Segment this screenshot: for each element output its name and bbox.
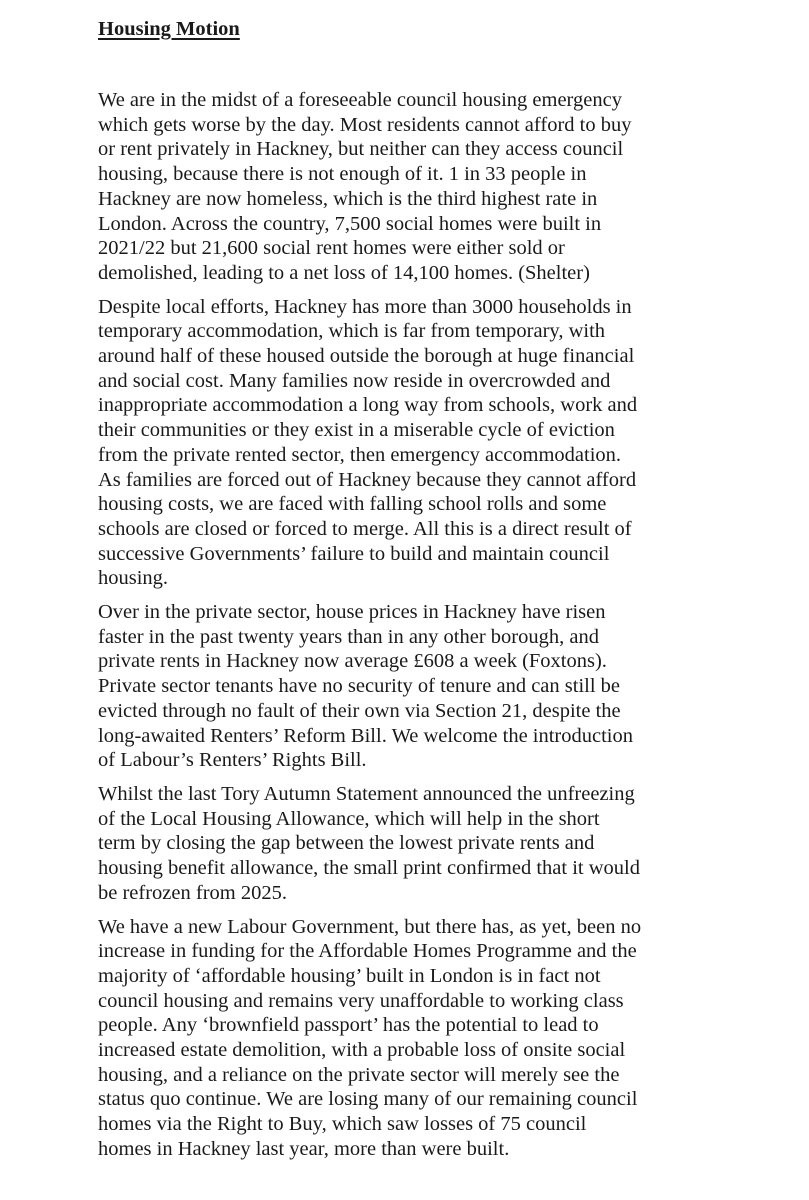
document-body xyxy=(98,88,798,1162)
paragraph-labour-government: We have a new Labour Government, but there has, as yet, been no increase in funding for the Affordable Homes Programme and the majority of ‘affordable housing’ built in London is in fact not council housing and remains very unaffordable to working class people. Any ‘brownfield passport’ has the potential to lead to increased estate demolition, with a probable loss of onsite social housing, and a reliance on the private sector will merely see the status quo continue. We are losing many of our remaining council homes via the Right to Buy, which saw losses of 75 council homes in Hackney last year, more than were built. xyxy=(98,915,642,1160)
paragraph-housing-emergency: We are in the midst of a foreseeable council housing emergency which gets worse by the day. Most residents cannot afford to buy or rent privately in Hackney, but neither can they access council housing, because there is not enough of it. 1 in 33 people in Hackney are now homeless, which is the third highest rate in London. Across the country, 7,500 social homes were built in 2021/22 but 21,600 social rent homes were either sold or demolished, leading to a net loss of 14,100 homes. (Shelter) xyxy=(98,89,632,284)
paragraph-private-sector: Over in the private sector, house prices in Hackney have risen faster in the past twenty years than in any other borough, and private rents in Hackney now average £608 a week (Foxtons). Private sector tenants have no security of tenure and can still be evicted through no fault of their own via Section 21, despite the long-awaited Renters’ Reform Bill. We welcome the introduction of Labour’s Renters’ Rights Bill. xyxy=(98,601,634,772)
document-page xyxy=(98,14,798,1171)
paragraph-housing-allowance: Whilst the last Tory Autumn Statement announced the unfreezing of the Local Housing Allowance, which will help in the short term by closing the gap between the lowest private rents and housing benefit allowance, the small print confirmed that it would be refrozen from 2025. xyxy=(98,782,640,904)
paragraph-temporary-accommodation: Despite local efforts, Hackney has more than 3000 households in temporary accommodation, which is far from temporary, with around half of these housed outside the borough at huge financial and social cost. Many families now reside in overcrowded and inappropriate accommodation a long way from schools, work and their communities or they exist in a miserable cycle of eviction from the private rented sector, then emergency accommodation. As families are forced out of Hackney because they cannot afford housing costs, we are faced with falling school rolls and some schools are closed or forced to merge. All this is a direct result of successive Governments’ failure to build and maintain council housing. xyxy=(98,295,638,590)
document-title: Housing Motion xyxy=(98,18,240,40)
